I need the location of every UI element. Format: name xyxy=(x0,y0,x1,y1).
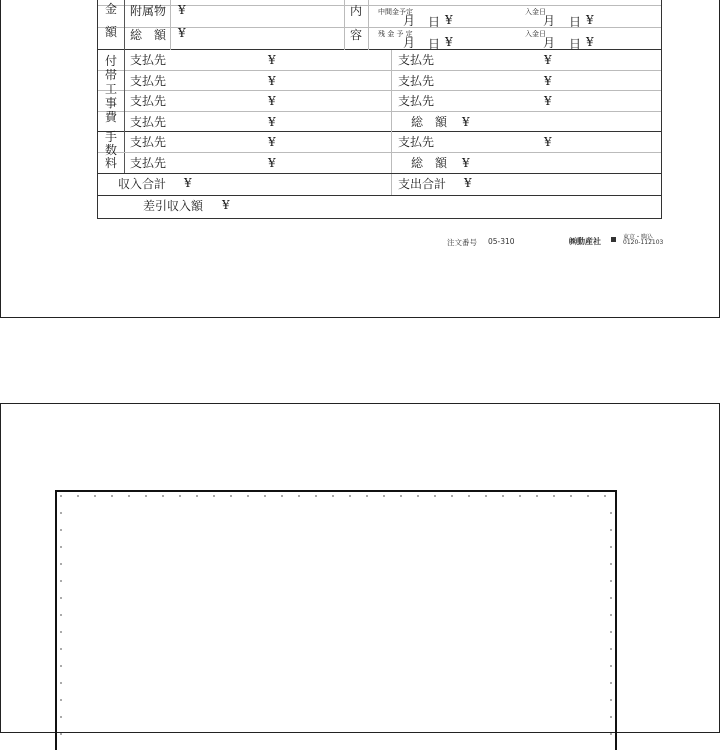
payee-label: 支払先 xyxy=(130,74,167,88)
phone-icon xyxy=(611,237,616,242)
divider xyxy=(124,0,125,50)
expense-total-yen: ¥ xyxy=(464,176,472,190)
divider xyxy=(170,0,171,50)
net-income-yen: ¥ xyxy=(222,198,230,212)
income-total-label: 収入合計 xyxy=(118,177,167,191)
label-received-date: 入金日 xyxy=(525,8,546,16)
total-label: 総 額 xyxy=(411,115,448,129)
net-income-label: 差引収入額 xyxy=(143,199,204,213)
label-received-date: 入金日 xyxy=(525,30,546,38)
group-label-amount-1: 金 xyxy=(104,2,117,16)
label-balance-payment: 残 金 予 定 xyxy=(378,30,413,38)
divider xyxy=(368,0,369,50)
income-total-yen: ¥ xyxy=(184,176,192,190)
blank-form-sheet xyxy=(55,490,617,750)
yen-fixtures: ¥ xyxy=(178,3,186,17)
label-fixtures: 附属物 xyxy=(130,4,167,18)
payee-label: 支払先 xyxy=(398,135,435,149)
payee-label: 支払先 xyxy=(130,94,167,108)
totals-row xyxy=(98,174,661,196)
payee-label: 支払先 xyxy=(130,115,167,129)
document-page-top xyxy=(0,0,720,318)
group-label-content-1: 内 xyxy=(349,4,362,18)
payee-label: 支払先 xyxy=(130,135,167,149)
group-label-amount-2: 額 xyxy=(104,25,117,39)
payee-label: 支払先 xyxy=(398,53,435,67)
payee-label: 支払先 xyxy=(130,156,167,170)
payee-label: 支払先 xyxy=(130,53,167,67)
publisher-phone: 0120-112103 xyxy=(623,239,664,246)
label-total: 総 額 xyxy=(130,28,167,42)
yen-total: ¥ xyxy=(178,26,186,40)
payee-label: 支払先 xyxy=(398,74,435,88)
group-label-fees: 手 数 料 xyxy=(104,130,117,170)
order-number: 05-310 xyxy=(488,237,515,246)
document-page-bottom xyxy=(0,403,720,733)
order-number-label: 注文番号 xyxy=(447,238,477,247)
total-label: 総 額 xyxy=(411,156,448,170)
accounting-form: 金 額 附属物 ¥ 総 額 ¥ 内 容 中間金予定 月 日 ¥ 入金日 月 日 ¥ 残 金 予 定 月 日 ¥ 入金日 月 日 ¥ 付 帯 工 事 費 支払先 ¥ 支払先 ¥ 支払先 ¥ 支払先 ¥ 支払先 ¥ 支払先 ¥ 支払先 ¥ 総 額 ¥ 手 数 料 支払先 ¥ 支払先 ¥ 支払先 ¥ 総 額 ¥ 収入合計 ¥ 支出合計 ¥ 差引収入額 ¥ xyxy=(97,0,662,219)
group-label-incidental-works: 付 帯 工 事 費 xyxy=(104,54,117,124)
publisher-name: ㈱動産社 xyxy=(569,237,601,246)
group-label-content-2: 容 xyxy=(349,28,362,42)
expense-total-label: 支出合計 xyxy=(398,177,447,191)
publisher-location: 東京・駒込 xyxy=(623,234,654,241)
label-interim-payment: 中間金予定 xyxy=(378,8,413,16)
payee-label: 支払先 xyxy=(398,94,435,108)
